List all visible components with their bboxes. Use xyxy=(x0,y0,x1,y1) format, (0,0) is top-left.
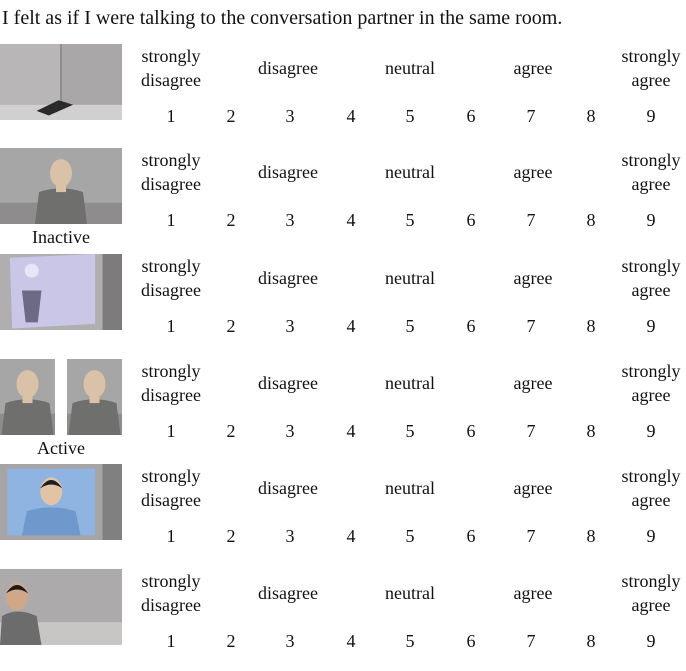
rating-row xyxy=(0,569,686,671)
label-strongly-agree-line: strongly xyxy=(621,361,681,381)
scale-option-3[interactable]: 3 xyxy=(285,210,295,230)
scale-option-6[interactable]: 6 xyxy=(466,631,476,651)
label-strongly-disagree-line: strongly xyxy=(141,150,201,170)
scale-option-3[interactable]: 3 xyxy=(285,316,295,336)
label-disagree: disagree xyxy=(258,268,318,288)
scale-option-1[interactable]: 1 xyxy=(166,526,176,546)
label-strongly-agree xyxy=(621,464,680,512)
android-robot-photo-left xyxy=(0,359,55,435)
label-neutral: neutral xyxy=(385,583,435,603)
label-strongly-agree-line: agree xyxy=(631,70,671,90)
label-strongly-disagree xyxy=(141,569,201,617)
person-on-display-photo xyxy=(0,464,122,540)
label-strongly-disagree xyxy=(141,148,201,196)
label-strongly-agree-line: strongly xyxy=(621,571,681,591)
label-neutral: neutral xyxy=(385,373,435,393)
scale-option-3[interactable]: 3 xyxy=(285,421,295,441)
empty-room-with-speaker-photo xyxy=(0,44,122,120)
label-strongly-agree-line: agree xyxy=(631,280,671,300)
label-strongly-agree-line: strongly xyxy=(621,150,681,170)
scale-option-9[interactable]: 9 xyxy=(646,210,656,230)
scale-option-2[interactable]: 2 xyxy=(226,210,236,230)
label-agree: agree xyxy=(513,583,553,603)
scale-option-4[interactable]: 4 xyxy=(346,316,356,336)
scale-option-3[interactable]: 3 xyxy=(285,631,295,651)
scale-option-5[interactable]: 5 xyxy=(405,631,415,651)
scale-option-4[interactable]: 4 xyxy=(346,210,356,230)
scale-option-9[interactable]: 9 xyxy=(646,526,656,546)
label-strongly-disagree-line: disagree xyxy=(141,280,201,300)
scale-option-8[interactable]: 8 xyxy=(586,210,596,230)
projected-face-screen-photo xyxy=(0,254,122,330)
person-in-room-photo xyxy=(0,569,122,645)
scale-option-7[interactable]: 7 xyxy=(526,210,536,230)
scale-option-1[interactable]: 1 xyxy=(166,210,176,230)
scale-option-2[interactable]: 2 xyxy=(226,421,236,441)
scale-option-6[interactable]: 6 xyxy=(466,526,476,546)
label-strongly-agree-line: strongly xyxy=(621,466,681,486)
label-strongly-disagree-line: strongly xyxy=(141,46,201,66)
scale-option-5[interactable]: 5 xyxy=(405,421,415,441)
label-strongly-disagree-line: disagree xyxy=(141,595,201,615)
scale-option-7[interactable]: 7 xyxy=(526,106,536,126)
label-strongly-disagree xyxy=(141,44,201,92)
scale-option-8[interactable]: 8 xyxy=(586,526,596,546)
label-neutral: neutral xyxy=(385,268,435,288)
label-strongly-agree-line: agree xyxy=(631,595,671,615)
label-agree: agree xyxy=(513,58,553,78)
rating-row xyxy=(0,148,686,250)
scale-option-6[interactable]: 6 xyxy=(466,421,476,441)
label-neutral: neutral xyxy=(385,478,435,498)
scale-option-3[interactable]: 3 xyxy=(285,106,295,126)
label-disagree: disagree xyxy=(258,58,318,78)
label-strongly-disagree-line: strongly xyxy=(141,466,201,486)
label-agree: agree xyxy=(513,478,553,498)
label-strongly-agree-line: agree xyxy=(631,174,671,194)
label-strongly-disagree-line: strongly xyxy=(141,256,201,276)
label-strongly-agree xyxy=(621,359,680,407)
scale-option-4[interactable]: 4 xyxy=(346,526,356,546)
scale-option-6[interactable]: 6 xyxy=(466,210,476,230)
scale-option-5[interactable]: 5 xyxy=(405,316,415,336)
label-strongly-disagree xyxy=(141,464,201,512)
scale-option-4[interactable]: 4 xyxy=(346,106,356,126)
condition-caption: Inactive xyxy=(32,227,90,247)
scale-option-2[interactable]: 2 xyxy=(226,316,236,336)
scale-option-5[interactable]: 5 xyxy=(405,526,415,546)
label-disagree: disagree xyxy=(258,373,318,393)
label-strongly-disagree-line: disagree xyxy=(141,490,201,510)
label-disagree: disagree xyxy=(258,583,318,603)
label-strongly-disagree xyxy=(141,359,201,407)
scale-option-1[interactable]: 1 xyxy=(166,631,176,651)
label-strongly-agree xyxy=(621,569,680,617)
rating-row xyxy=(0,254,686,356)
scale-option-6[interactable]: 6 xyxy=(466,106,476,126)
scale-option-2[interactable]: 2 xyxy=(226,106,236,126)
scale-option-9[interactable]: 9 xyxy=(646,316,656,336)
scale-option-1[interactable]: 1 xyxy=(166,106,176,126)
scale-option-4[interactable]: 4 xyxy=(346,421,356,441)
scale-option-3[interactable]: 3 xyxy=(285,526,295,546)
label-neutral: neutral xyxy=(385,162,435,182)
scale-option-8[interactable]: 8 xyxy=(586,421,596,441)
rating-row xyxy=(0,44,686,146)
label-agree: agree xyxy=(513,373,553,393)
scale-option-7[interactable]: 7 xyxy=(526,316,536,336)
scale-option-7[interactable]: 7 xyxy=(526,526,536,546)
scale-option-9[interactable]: 9 xyxy=(646,421,656,441)
scale-option-9[interactable]: 9 xyxy=(646,631,656,651)
label-strongly-disagree-line: disagree xyxy=(141,70,201,90)
scale-option-8[interactable]: 8 xyxy=(586,316,596,336)
label-disagree: disagree xyxy=(258,478,318,498)
scale-option-2[interactable]: 2 xyxy=(226,631,236,651)
label-strongly-agree-line: agree xyxy=(631,490,671,510)
scale-option-5[interactable]: 5 xyxy=(405,210,415,230)
scale-option-8[interactable]: 8 xyxy=(586,631,596,651)
scale-option-8[interactable]: 8 xyxy=(586,106,596,126)
scale-option-6[interactable]: 6 xyxy=(466,316,476,336)
label-strongly-agree xyxy=(621,254,680,302)
scale-option-1[interactable]: 1 xyxy=(166,421,176,441)
label-strongly-agree-line: agree xyxy=(631,385,671,405)
label-strongly-agree xyxy=(621,44,680,92)
label-neutral: neutral xyxy=(385,58,435,78)
question-text: I felt as if I were talking to the conversation partner in the same room. xyxy=(2,7,563,29)
label-agree: agree xyxy=(513,268,553,288)
rating-row xyxy=(0,464,686,566)
label-strongly-disagree-line: strongly xyxy=(141,571,201,591)
scale-option-1[interactable]: 1 xyxy=(166,316,176,336)
label-strongly-agree-line: strongly xyxy=(621,256,681,276)
condition-caption: Active xyxy=(37,438,85,458)
scale-option-4[interactable]: 4 xyxy=(346,631,356,651)
scale-option-9[interactable]: 9 xyxy=(646,106,656,126)
rating-row xyxy=(0,359,686,461)
scale-option-2[interactable]: 2 xyxy=(226,526,236,546)
scale-option-7[interactable]: 7 xyxy=(526,421,536,441)
label-disagree: disagree xyxy=(258,162,318,182)
label-strongly-disagree-line: disagree xyxy=(141,385,201,405)
label-strongly-agree xyxy=(621,148,680,196)
scale-option-5[interactable]: 5 xyxy=(405,106,415,126)
label-strongly-disagree-line: disagree xyxy=(141,174,201,194)
label-strongly-disagree xyxy=(141,254,201,302)
android-robot-photo-right xyxy=(67,359,122,435)
label-strongly-agree-line: strongly xyxy=(621,46,681,66)
label-agree: agree xyxy=(513,162,553,182)
label-strongly-disagree-line: strongly xyxy=(141,361,201,381)
android-robot-photo xyxy=(0,148,122,224)
scale-option-7[interactable]: 7 xyxy=(526,631,536,651)
